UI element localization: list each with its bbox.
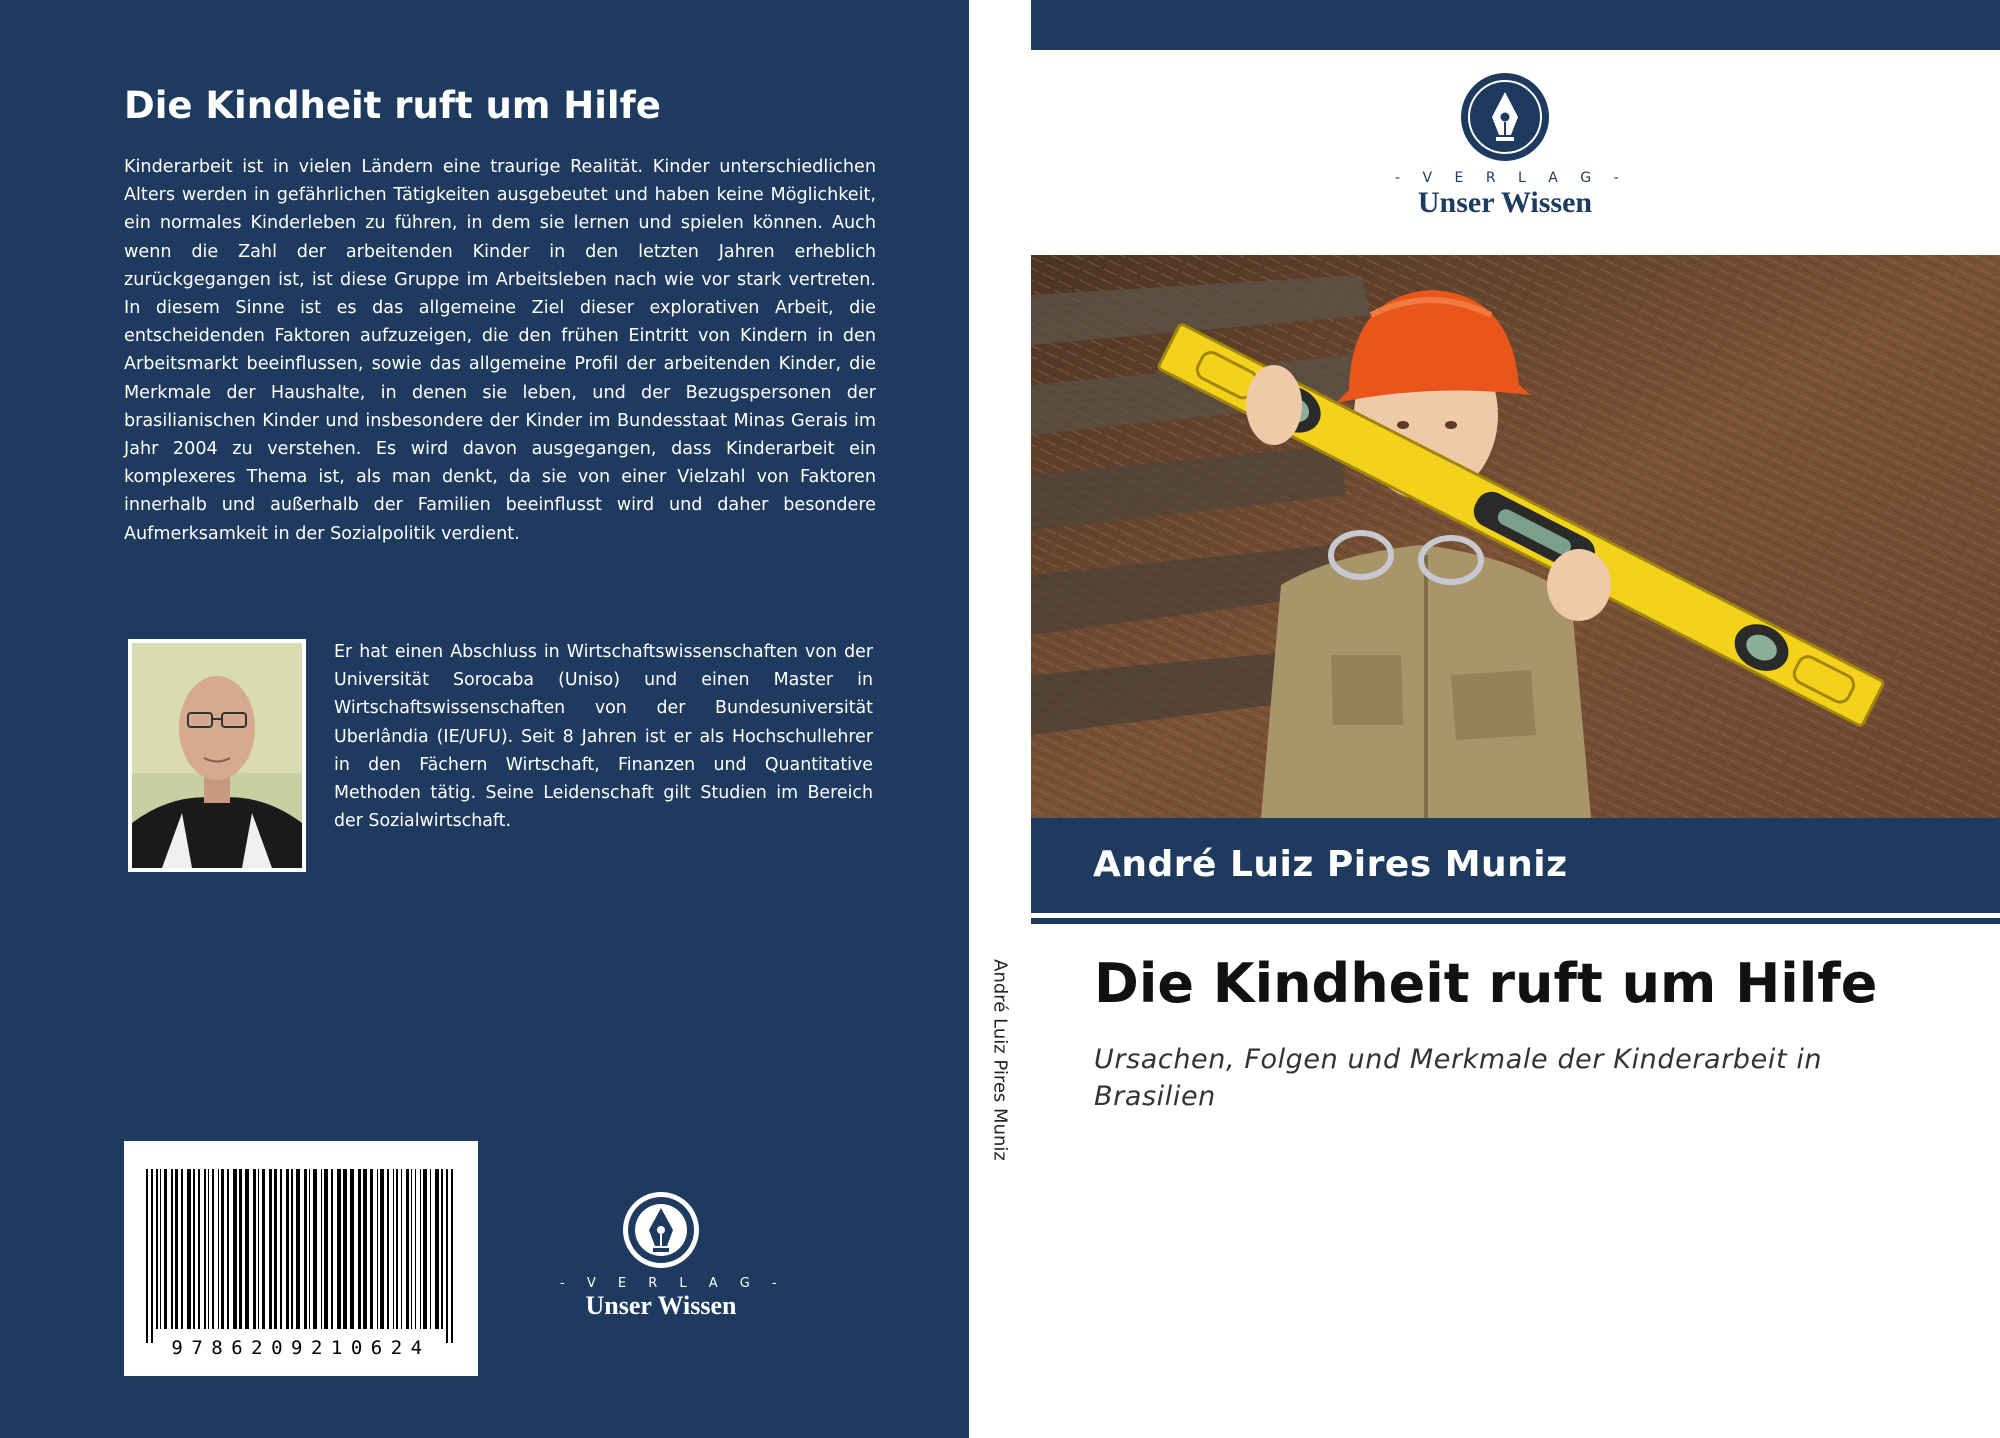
barcode-bar [227, 1169, 229, 1329]
back-cover-blurb: Kinderarbeit ist in vielen Ländern eine traurige Realität. Kinder unterschiedlichen Alters werden in gefährlichen Tätigkeiten ausgebeutet und haben keine Möglichkeit, ein normales Kinderleben zu führen, in dem sie lernen und spielen können. Auch wenn die Zahl der arbeitenden Kinder in den letzten Jahren erheblich zurückgegangen ist, ist diese Gruppe im Arbeitsleben nach wie vor stark vertreten. In diesem Sinne ist es das allgemeine Ziel dieser explorativen Arbeit, die entscheidenden Faktoren aufzuzeigen, die den frühen Eintritt von Kindern in den Arbeitsmarkt beeinflussen, sowie das allgemeine Profil der arbeitenden Kinder, die Merkmale der Haushalte, in denen sie leben, und der Bezugspersonen der brasilianischen Kinder und insbesondere der Kinder im Bundesstaat Minas Gerais im Jahr 2004 zu verstehen. Es wird davon ausgegangen, dass Kinderarbeit ein komplexeres Thema ist, als man denkt, da sie von einer Vielzahl von Faktoren innerhalb und außerhalb der Familien beeinflusst wird und daher besondere Aufmerksamkeit in der Sozialpolitik verdient. [124, 157, 876, 544]
barcode-bar [377, 1169, 378, 1329]
barcode-bar [343, 1169, 347, 1329]
spine-author: André Luiz Pires Muniz [989, 959, 1011, 1161]
barcode-bar [253, 1169, 256, 1329]
barcode-bar [171, 1169, 173, 1329]
barcode-bar [296, 1169, 300, 1329]
front-author-name: André Luiz Pires Muniz [1093, 844, 1568, 885]
barcode-bar [387, 1169, 389, 1329]
barcode-bar [212, 1169, 214, 1329]
barcode-bar [181, 1169, 183, 1329]
barcode-bar [274, 1169, 277, 1329]
author-portrait [132, 643, 302, 868]
barcode-bar [280, 1169, 282, 1329]
fountain-pen-nib-icon [1460, 72, 1550, 162]
publisher-name: Unser Wissen [1417, 186, 1593, 219]
barcode-bar [187, 1169, 191, 1329]
publisher-verlag-label: - V E R L A G - [560, 1276, 786, 1291]
isbn-number: 9786209210624 [171, 1337, 431, 1359]
front-cover-title: Die Kindheit ruft um Hilfe [1094, 952, 1878, 1015]
barcode-bar [430, 1169, 431, 1329]
author-bio: Er hat einen Abschluss in Wirtschaftswissenschaften von der Universität Sorocaba (Uniso) und einen Master in Wirtschaftswissenschaften von der Bundesuniversität Uberlândia (IE/UFU). Seit 8 Jahren ist er als Hochschullehrer in den Fächern Wirtschaft, Finanzen und Quantitative Methoden tätig. Seine Leidenschaft gilt Studien im Bereich der Sozialwirtschaft. [334, 642, 873, 832]
barcode-bar [269, 1169, 272, 1329]
author-band [1031, 818, 2000, 913]
barcode-bar [370, 1169, 373, 1329]
barcode-bar [218, 1169, 219, 1329]
child-with-spirit-level-photo [1031, 255, 2000, 818]
barcode-bar [239, 1169, 242, 1329]
barcode-bar [313, 1169, 317, 1329]
barcode-bar [321, 1169, 322, 1329]
barcode-bar [380, 1169, 384, 1329]
cover-photo [1031, 255, 2000, 818]
barcode-bar [363, 1169, 367, 1329]
barcode-bar [156, 1169, 158, 1329]
barcode-bar [164, 1169, 167, 1329]
barcode-bar [420, 1169, 421, 1329]
barcode-bar [411, 1169, 412, 1329]
barcode-bar [233, 1169, 237, 1329]
publisher-name: Unser Wissen [585, 1291, 737, 1320]
barcode-bar [401, 1169, 402, 1329]
barcode-bar [309, 1169, 310, 1329]
publisher-verlag-label: - V E R L A G - [1395, 170, 1628, 186]
barcode-bar [358, 1169, 361, 1329]
publisher-logo-back [560, 1190, 786, 1321]
barcode-bar [204, 1169, 206, 1329]
back-cover-title: Die Kindheit ruft um Hilfe [124, 84, 661, 127]
barcode-bar [393, 1169, 394, 1329]
barcode-bar [423, 1169, 427, 1329]
barcode-bar [221, 1169, 224, 1329]
barcode-bar [451, 1169, 453, 1343]
barcode-bar [350, 1169, 354, 1329]
barcode-bar [146, 1169, 148, 1343]
barcode-bar [208, 1169, 209, 1329]
front-cover-subtitle: Ursachen, Folgen und Merkmale der Kinderarbeit in Brasilien [1094, 1044, 1823, 1112]
barcode-bar [304, 1169, 307, 1329]
isbn-barcode [124, 1141, 478, 1376]
front-top-bar [1031, 0, 2000, 50]
barcode-bar [258, 1169, 259, 1329]
barcode-bar [160, 1169, 161, 1329]
barcode-bar [262, 1169, 265, 1329]
barcode-bar [435, 1169, 439, 1329]
fountain-pen-nib-icon [621, 1190, 701, 1270]
barcode-bar [324, 1169, 328, 1329]
barcode-bar [415, 1169, 416, 1329]
spine [969, 0, 1031, 1438]
barcode-bar [193, 1169, 195, 1329]
barcode-bar [396, 1169, 398, 1329]
author-photo [128, 639, 306, 872]
barcode-bar [446, 1169, 448, 1343]
publisher-logo-front [1395, 72, 1628, 220]
barcode-bar [337, 1169, 341, 1329]
barcode-bar [175, 1169, 178, 1329]
barcode-bar [291, 1169, 293, 1329]
barcode-bar [331, 1169, 333, 1329]
author-band-underline [1031, 918, 2000, 924]
barcode-bar [198, 1169, 200, 1329]
barcode-bar [441, 1169, 443, 1329]
barcode-bar [245, 1169, 249, 1329]
back-cover [0, 0, 969, 1438]
barcode-bar [286, 1169, 289, 1329]
barcode-bar [151, 1169, 153, 1343]
barcode-bar [406, 1169, 409, 1329]
